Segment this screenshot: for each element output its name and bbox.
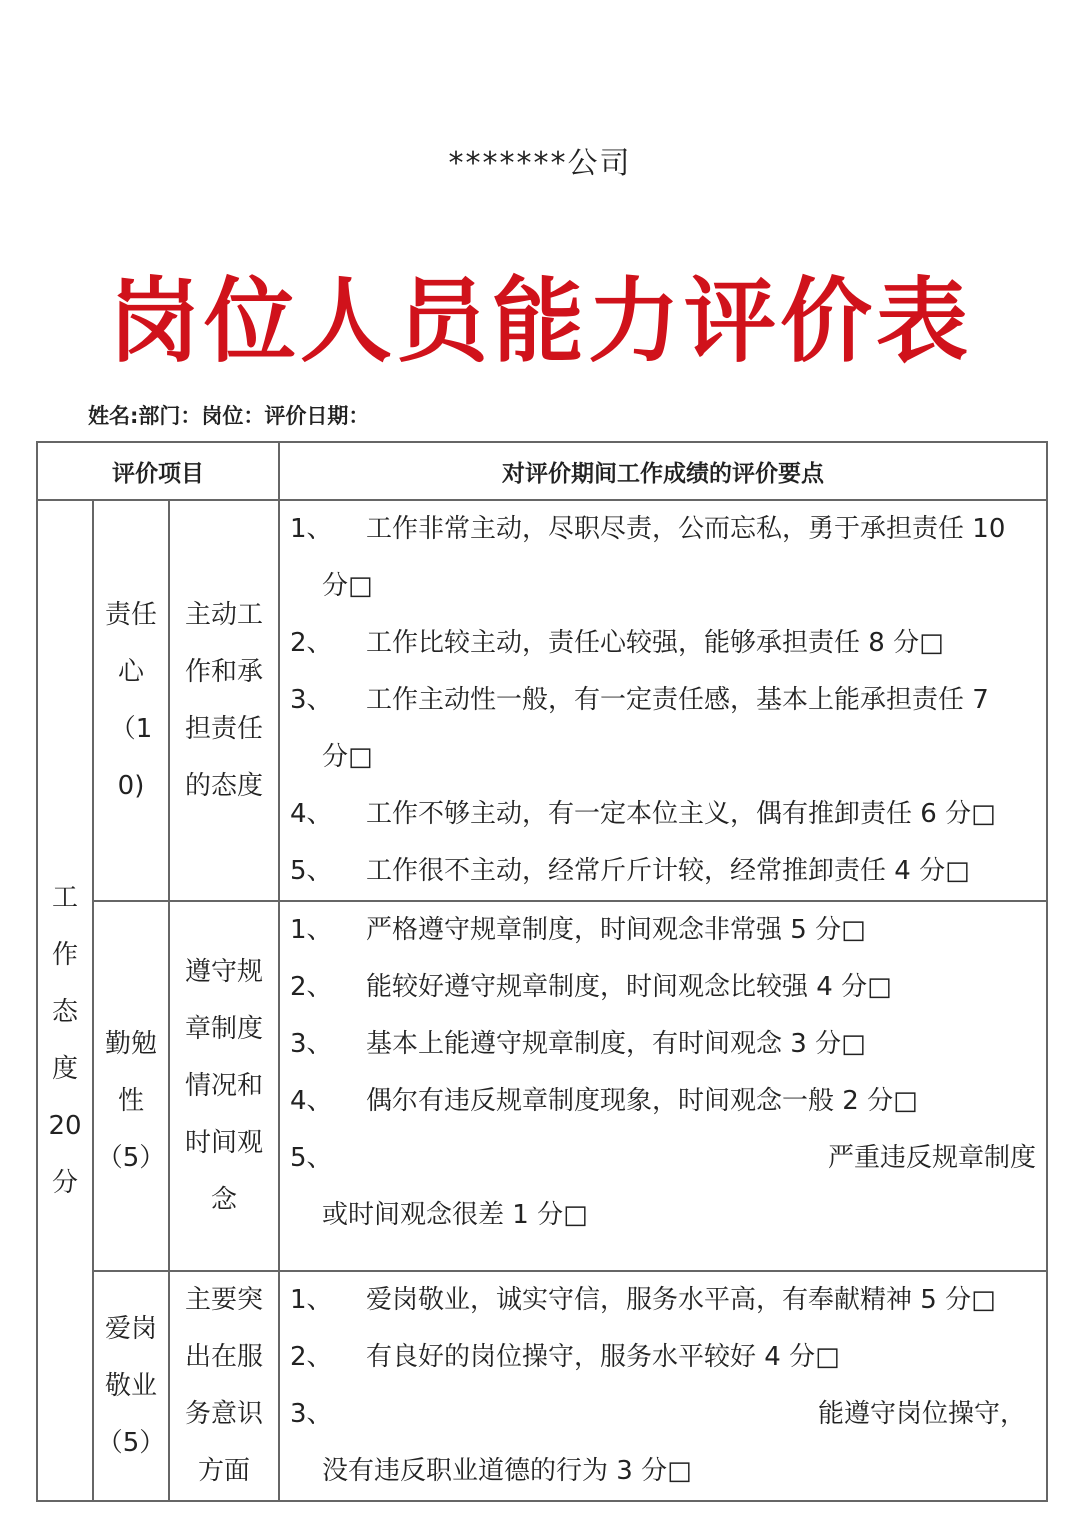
item-text: 工作比较主动，责任心较强，能够承担责任 8 分□ (366, 628, 944, 658)
item-number: 1、 (290, 1285, 333, 1315)
section-desc-line: 时间观 (185, 1127, 264, 1158)
item-text: 严重违反规章制度 (828, 1143, 1037, 1173)
section-desc-line: 主要突 (185, 1285, 264, 1315)
item-number: 5、 (290, 856, 333, 886)
item-number: 3、 (290, 1029, 333, 1059)
section-name-cell (93, 901, 169, 1271)
header-points: 对评价期间工作成绩的评价要点 (279, 442, 1047, 500)
category-cell (37, 500, 93, 1501)
list-item (290, 786, 1036, 843)
item-text: 工作不够主动，有一定本位主义，偶有推卸责任 6 分□ (366, 799, 996, 829)
list-item (290, 959, 1036, 1016)
list-item (290, 843, 1036, 900)
category-char: 分 (51, 1167, 78, 1198)
item-text: 爱岗敬业，诚实守信，服务水平高，有奉献精神 5 分□ (366, 1285, 996, 1315)
section-name-cell (93, 1271, 169, 1501)
section-desc-cell (169, 1271, 279, 1501)
section-desc-line: 念 (211, 1184, 238, 1215)
item-text: 能较好遵守规章制度，时间观念比较强 4 分□ (366, 972, 892, 1002)
item-text: 工作非常主动，尽职尽责，公而忘私，勇于承担责任 10 (366, 514, 1006, 544)
item-number: 4、 (290, 799, 333, 829)
item-text: 有良好的岗位操守，服务水平较好 4 分□ (366, 1342, 840, 1372)
company-name: *******公司 (448, 146, 632, 181)
item-number: 2、 (290, 1342, 333, 1372)
list-item (290, 501, 1036, 558)
item-text: 严格遵守规章制度，时间观念非常强 5 分□ (366, 915, 866, 945)
list-item-wrap: 分□ (322, 742, 373, 772)
section-desc-line: 作和承 (185, 656, 264, 687)
section-row (37, 1271, 1047, 1501)
section-name-line: 敬业 (104, 1370, 157, 1401)
list-item (290, 1016, 1036, 1073)
item-text: 工作很不主动，经常斤斤计较，经常推卸责任 4 分□ (366, 856, 970, 886)
header-item: 评价项目 (37, 442, 279, 500)
list-item-wrap: 分□ (322, 571, 373, 601)
list-item (290, 1272, 1036, 1329)
list-item-wrap: 没有违反职业道德的行为 3 分□ (322, 1456, 692, 1486)
item-text: 偶尔有违反规章制度现象，时间观念一般 2 分□ (366, 1086, 918, 1116)
list-item (290, 1073, 1036, 1130)
section-desc-line: 章制度 (185, 1013, 264, 1044)
table-header-row (37, 442, 1047, 500)
section-name-line: 0) (117, 770, 145, 801)
category-char: 作 (51, 939, 78, 970)
section-desc-line: 担责任 (185, 713, 264, 744)
section-desc-line: 方面 (198, 1456, 251, 1486)
section-name-line: 爱岗 (104, 1313, 157, 1344)
section-items-cell (279, 1271, 1047, 1501)
item-text: 能遵守岗位操守， (818, 1399, 1027, 1429)
section-name-line: 责任 (104, 599, 157, 630)
section-name-line: （5） (96, 1427, 166, 1458)
section-name-line: 勤勉 (104, 1028, 157, 1059)
evaluation-table (36, 441, 1048, 1502)
category-char: 20 (48, 1110, 82, 1141)
item-number: 3、 (290, 685, 333, 715)
section-desc-line: 情况和 (185, 1070, 264, 1101)
item-text: 工作主动性一般，有一定责任感，基本上能承担责任 7 (366, 685, 989, 715)
section-row (37, 901, 1047, 1271)
item-number: 2、 (290, 972, 333, 1002)
list-item (290, 1130, 1036, 1187)
section-items-cell (279, 901, 1047, 1271)
form-title: 岗位人员能力评价表 (107, 268, 972, 375)
list-item (290, 1329, 1036, 1386)
category-char: 工 (51, 882, 78, 913)
section-desc-line: 主动工 (185, 599, 264, 630)
section-name-cell (93, 500, 169, 901)
section-name-line: （1 (109, 713, 153, 744)
list-item (290, 1386, 1036, 1443)
section-name-line: （5） (96, 1142, 166, 1173)
item-number: 1、 (290, 915, 333, 945)
item-number: 1、 (290, 514, 333, 544)
category-char: 度 (51, 1053, 78, 1084)
section-desc-line: 出在服 (185, 1342, 264, 1372)
item-number: 5、 (290, 1143, 333, 1173)
section-desc-line: 务意识 (185, 1399, 264, 1429)
section-row (37, 500, 1047, 901)
list-item (290, 615, 1036, 672)
category-char: 态 (51, 996, 78, 1027)
list-item (290, 902, 1036, 959)
section-items-cell (279, 500, 1047, 901)
item-number: 3、 (290, 1399, 333, 1429)
section-desc-line: 遵守规 (185, 956, 264, 987)
section-desc-line: 的态度 (185, 770, 264, 801)
item-number: 2、 (290, 628, 333, 658)
item-number: 4、 (290, 1086, 333, 1116)
section-desc-cell (169, 901, 279, 1271)
section-name-line: 心 (117, 656, 144, 687)
section-name-line: 性 (117, 1085, 144, 1116)
section-desc-cell (169, 500, 279, 901)
info-line: 姓名:部门：岗位：评价日期： (88, 404, 370, 428)
list-item-wrap: 或时间观念很差 1 分□ (322, 1200, 588, 1230)
item-text: 基本上能遵守规章制度，有时间观念 3 分□ (366, 1029, 866, 1059)
list-item (290, 672, 1036, 729)
